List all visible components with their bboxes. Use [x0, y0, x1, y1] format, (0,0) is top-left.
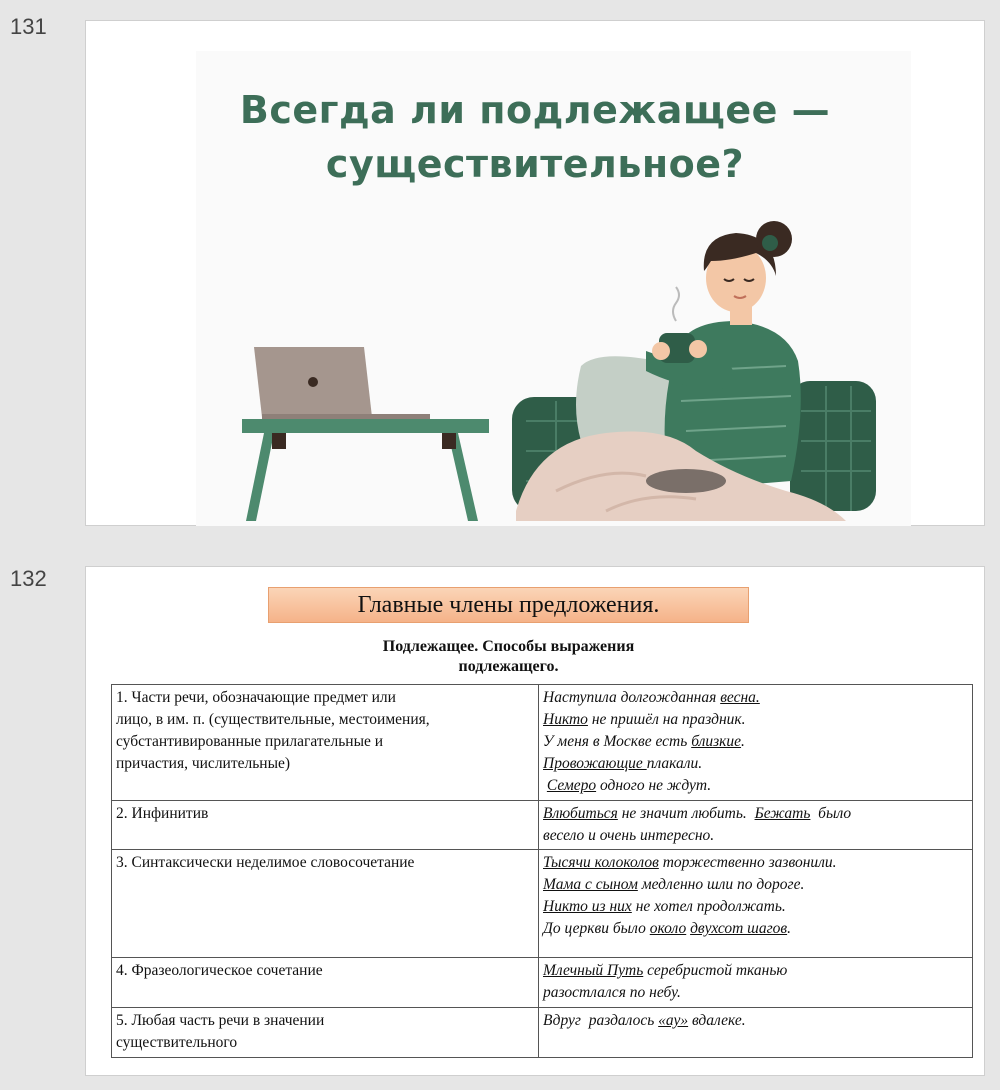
table-cell-method [112, 685, 539, 801]
example-text: вдалеке. [688, 1012, 746, 1029]
subject-underlined: Семеро [546, 777, 597, 794]
example-line [543, 825, 968, 847]
method-line: 1. Части речи, обозначающие предмет или [116, 689, 396, 706]
example-line [543, 687, 968, 709]
example-text: весело и очень интересно. [543, 827, 715, 844]
example-text: У меня в Москве есть [543, 733, 692, 750]
example-line [543, 753, 968, 775]
method-line: субстантивированные прилагательные и [116, 733, 384, 750]
example-text: торжественно зазвонили. [658, 854, 837, 871]
example-text: До церкви было [543, 920, 650, 937]
example-line [543, 709, 968, 731]
subject-underlined: весна. [720, 689, 760, 706]
table-cell-example [539, 850, 973, 958]
woman-with-tea-illustration [86, 21, 986, 527]
subject-underlined: Мама с сыном [543, 876, 638, 893]
example-text: . [741, 733, 745, 750]
example-line [543, 1010, 968, 1032]
example-line [543, 918, 968, 940]
example-line [543, 852, 968, 874]
example-text: Вдруг раздалось [543, 1012, 659, 1029]
example-line [543, 960, 968, 982]
table-row [112, 685, 973, 801]
example-text: не значит любить. [617, 805, 755, 822]
method-line: 3. Синтаксически неделимое словосочетание [116, 854, 415, 871]
subject-underlined: Млечный Путь [543, 962, 644, 979]
example-line [543, 731, 968, 753]
example-text: Наступила долгожданная [543, 689, 721, 706]
example-text: не хотел продолжать. [631, 898, 786, 915]
table-cell-method [112, 850, 539, 958]
subject-expression-table [111, 684, 973, 1058]
table-cell-example [539, 958, 973, 1008]
slide-banner-title: Главные члены предложения. [268, 587, 749, 623]
table-cell-method [112, 1008, 539, 1058]
example-line [543, 982, 968, 1004]
method-line: 5. Любая часть речи в значении [116, 1012, 325, 1029]
subject-underlined: Никто [543, 711, 588, 728]
slide-title-line-2: существительное? [325, 142, 745, 186]
table-row [112, 1008, 973, 1058]
subject-underlined: «ау» [658, 1012, 689, 1029]
slide-number: 131 [10, 14, 47, 39]
table-cell-example [539, 1008, 973, 1058]
laptop-icon [254, 347, 430, 419]
slide-subtitle-line-1: Подлежащее. Способы выражения [382, 638, 635, 655]
subject-underlined: Бежать [754, 805, 811, 822]
method-line: причастия, числительные) [116, 755, 291, 772]
table-cell-example [539, 801, 973, 850]
table-row [112, 801, 973, 850]
example-text: было [810, 805, 852, 822]
example-line [543, 803, 968, 825]
example-line [543, 896, 968, 918]
example-text: не пришёл на праздник. [587, 711, 746, 728]
method-line: лицо, в им. п. (существительные, местоимения, [116, 711, 430, 728]
table-row [112, 850, 973, 958]
subject-underlined: Провожающие [543, 755, 647, 772]
example-line [543, 874, 968, 896]
table-icon [242, 419, 489, 521]
slide-thumbnail-132[interactable] [85, 566, 985, 1076]
example-text: одного не ждут. [596, 777, 712, 794]
slide-thumbnail-131[interactable] [85, 20, 985, 526]
subject-underlined: около [649, 920, 687, 937]
example-text: . [787, 920, 791, 937]
subject-underlined: близкие [691, 733, 742, 750]
method-line: 2. Инфинитив [116, 805, 209, 822]
slide-subtitle [268, 637, 749, 677]
subject-underlined: Влюбиться [543, 805, 618, 822]
slide-number: 132 [10, 566, 47, 591]
example-text: медленно шли по дороге. [637, 876, 805, 893]
table-cell-method [112, 801, 539, 850]
subject-underlined: Никто из них [543, 898, 632, 915]
table-row [112, 958, 973, 1008]
slide-subtitle-line-2: подлежащего. [458, 658, 559, 675]
method-line: существительного [116, 1034, 238, 1051]
table-cell-example [539, 685, 973, 801]
subject-underlined: Тысячи колоколов [543, 854, 659, 871]
subject-underlined: двухсот шагов [690, 920, 788, 937]
example-line [543, 775, 968, 797]
slide-title-line-1: Всегда ли подлежащее — [239, 88, 831, 132]
method-line: 4. Фразеологическое сочетание [116, 962, 323, 979]
table-cell-method [112, 958, 539, 1008]
example-text: разостлался по небу. [543, 984, 681, 1001]
example-text: плакали. [646, 755, 703, 772]
example-text: серебристой тканью [643, 962, 788, 979]
